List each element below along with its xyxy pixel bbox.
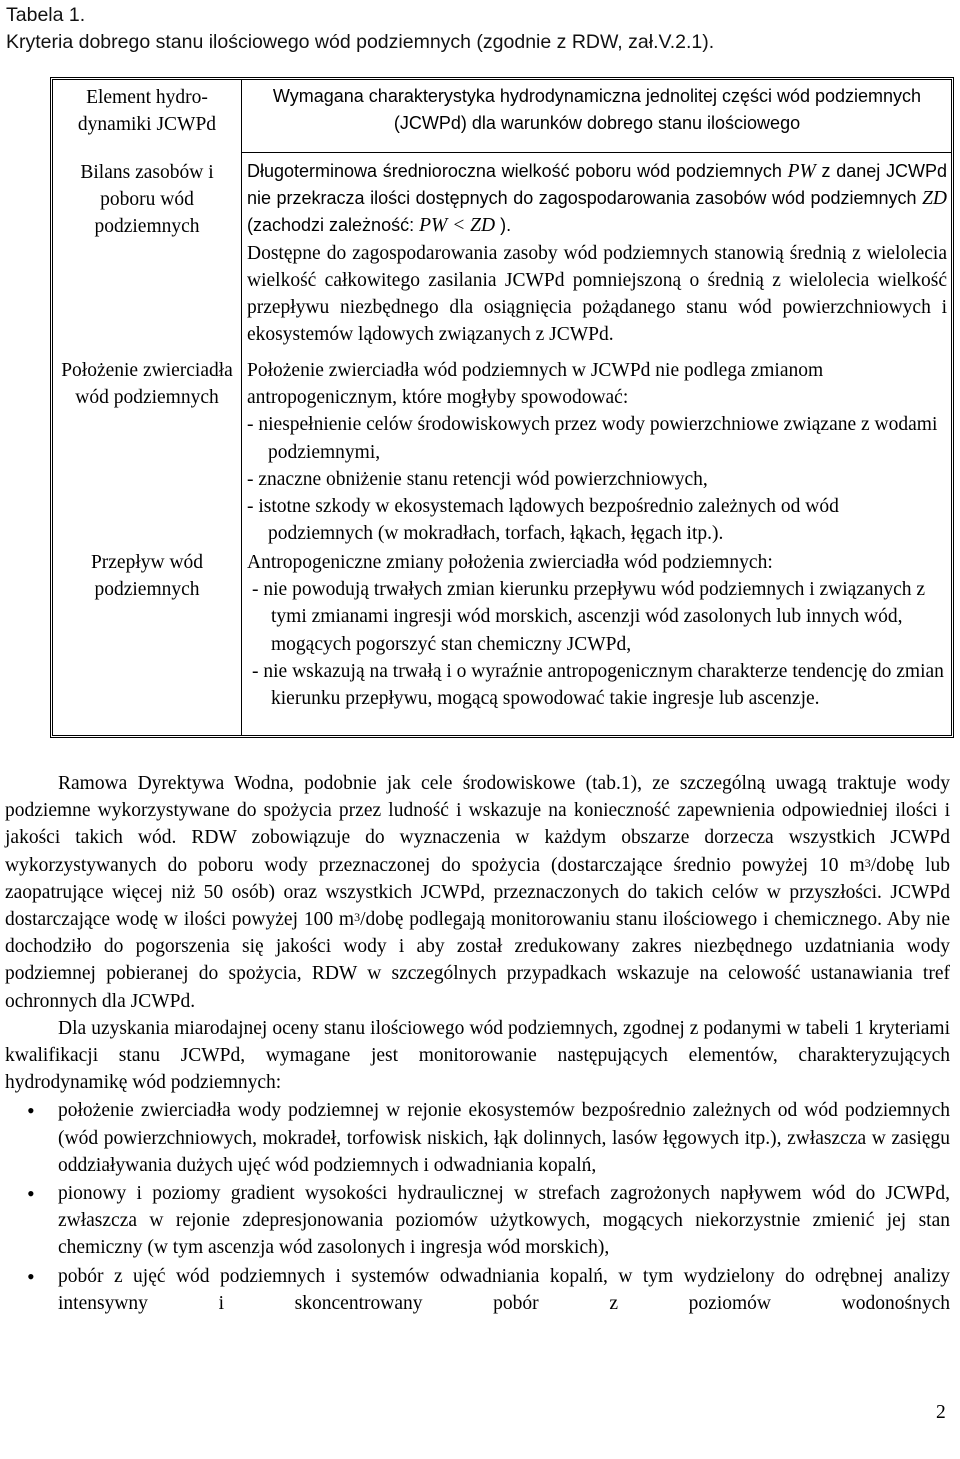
row-element-polozenie: Położenie zwierciadła wód podziemnych — [61, 360, 233, 408]
column-divider — [241, 80, 242, 735]
header-divider — [242, 152, 951, 153]
bilans-paragraph-1: Długoterminowa średnioroczna wielkość poboru wód podziemnych PW z danej JCWPd nie przekracza ilości dostępnych do zagospodarowania zasobów wód podziemnych ZD (zachodzi zależność: PW < ZD ). — [247, 161, 947, 237]
body-text — [5, 770, 950, 1317]
polozenie-item: - istotne szkody w ekosystemach lądowych bezpośrednio zależnych od wód podziemnych (w mokradłach, torfach, łąkach, łęgach itp.). — [247, 496, 839, 545]
row-description-polozenie — [247, 357, 947, 547]
table-caption-title: Kryteria dobrego stanu ilościowego wód podziemnych (zgodnie z RDW, zał.V.2.1). — [6, 31, 715, 53]
bilans-paragraph-2: Dostępne do zagospodarowania zasoby wód podziemnych stanowią średnią z wielolecia wielkość całkowitego zasilania JCWPd pomniejszoną o średnią z wielolecia wielkość przepływu niezbędnego dla osiągnięcia pożądanego stanu wód powierzchniowych i ekosystemów lądowych związanych z JCWPd. — [247, 242, 947, 346]
przeplyw-item: - nie powodują trwałych zmian kierunku przepływu wód podziemnych i związanych z tymi zmianami ingresji wód morskich, ascenzji wód zasolonych lub innych wód, mogących pogorszyć stan chemiczny JCWPd, — [252, 579, 926, 655]
page-number: 2 — [936, 1402, 946, 1423]
paragraph-monitoring: Dla uzyskania miarodajnej oceny stanu ilościowego wód podziemnych, zgodnej z podanymi w tabeli 1 kryteriami kwalifikacji stanu JCWPd, wymagane jest monitorowanie następujących elementów, charakteryzujących hydrodynamikę wód podziemnych: — [5, 1017, 950, 1094]
przeplyw-intro: Antropogeniczne zmiany położenia zwierciadła wód podziemnych: — [247, 552, 773, 573]
row-element-bilans: Bilans zasobów i poboru wód podziemnych — [80, 162, 214, 237]
header-characteristic: Wymagana charakterystyka hydrodynamiczna jednolitej części wód podziemnych (JCWPd) dla warunków dobrego stanu ilościowego — [272, 86, 922, 133]
table-caption-label: Tabela 1. — [6, 4, 86, 26]
przeplyw-item: - nie wskazują na trwałą i o wyraźnie antropogenicznym charakterze tendencję do zmian kierunku przepływu, mogącą spowodować takie ingresje lub ascenzje. — [252, 660, 944, 710]
header-element: Element hydro-dynamiki JCWPd — [77, 87, 217, 135]
criteria-table — [50, 77, 954, 738]
bullet-item: • pobór z ujęć wód podziemnych i systemów odwadniania kopalń, w tym wydzielony do odrębnej analizy intensywny i skoncentrowany pobór z poziomów wodonośnych — [5, 1263, 950, 1317]
row-element-przeplyw: Przepływ wód podziemnych — [90, 552, 204, 600]
polozenie-item: - niespełnienie celów środowiskowych przez wody powierzchniowe związane z wodami podziemnymi, — [247, 414, 938, 463]
polozenie-intro: Położenie zwierciadła wód podziemnych w JCWPd nie podlega zmianom antropogenicznym, które mogłyby spowodować: — [247, 360, 824, 409]
paragraph-rdw: Ramowa Dyrektywa Wodna, podobnie jak cele środowiskowe (tab.1), ze szczególną uwagą traktuje wody podziemne wykorzystywane do spożycia przez ludność i wskazuje na konieczność zapewnienia odpowiedniej ilości i jakości takich wód. RDW zobowiązuje do wyznaczenia w każdym obszarze dorzecza wszystkich JCWPd wykorzystywanych do poboru wody przeznaczonej do spożycia (dostarczające średnio powyżej 10 $m^3$/dobę lub zaopatrujące więcej niż 50 osób) oraz wszystkich JCWPd, przeznaczonych do takich celów w przyszłości. JCWPd dostarczające wodę w ilości powyżej 100 $m^3$/dobę podlegają monitorowaniu stanu ilościowego i chemicznego. Aby nie dochodziło do pogorszenia się jakości wody i aby został zredukowany zakres niezbędnego uzdatniania wody podziemnej pobieranej do spożycia, RDW w szczególnych przypadkach wskazuje na celowość ustanawiania tref ochronnych dla JCWPd. — [5, 773, 950, 1012]
bullet-item: • pionowy i poziomy gradient wysokości hydraulicznej w strefach zagrożonych napływem wód do JCWPd, zwłaszcza w rejonie zdepresjonowania poziomów użytkowych, mogących niekorzystnie zmienić jej stan chemiczny (w tym ascenzja wód zasolonych i ingresja wód morskich), — [5, 1180, 950, 1262]
row-description-bilans — [247, 158, 947, 348]
polozenie-item: - znaczne obniżenie stanu retencji wód powierzchniowych, — [247, 468, 708, 490]
bullet-item: • położenie zwierciadła wody podziemnej w rejonie ekosystemów bezpośrednio zależnych od wód podziemnych (wód powierzchniowych, mokradeł, torfowisk niskich, łąk dolinnych, lasów łęgowych itp.), zwłaszcza w zasięgu oddziaływania dużych ujęć wód podziemnych i odwadniania kopalń, — [5, 1097, 950, 1179]
row-description-przeplyw — [247, 549, 947, 712]
